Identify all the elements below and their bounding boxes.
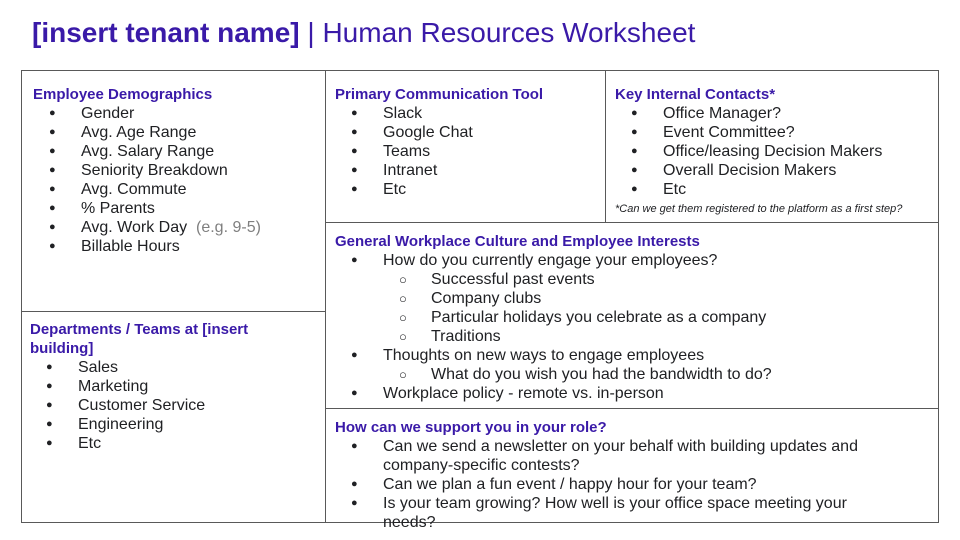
workplace-culture-heading: General Workplace Culture and Employee Interests [335,233,700,250]
title-separator: | [307,17,315,48]
list-item: ● Avg. Salary Range [33,142,325,161]
key-contacts-heading: Key Internal Contacts* [615,86,776,103]
list-item: ● Teams [335,142,605,161]
list-item: ● Slack [335,104,605,123]
departments-heading: Departments / Teams at [insert building] [30,321,249,357]
list-item: ● How do you currently engage your employees? [335,251,938,270]
sub-list-item: ○ What do you wish you had the bandwidth to do? [335,365,938,384]
list-item: ● Avg. Age Range [33,123,325,142]
list-item: ● Overall Decision Makers [615,161,938,180]
list-item [33,218,325,237]
list-item: ● Marketing [30,377,325,396]
list-item: ● Office Manager? [615,104,938,123]
list-item: ● Event Committee? [615,123,938,142]
list-item: ● Is your team growing? How well is your office space meeting your needs? [335,494,875,532]
list-item: ● Thoughts on new ways to engage employees [335,346,938,365]
list-item: ● Can we plan a fun event / happy hour for your team? [335,475,875,494]
departments-list [30,358,325,453]
list-item: ● Billable Hours [33,237,325,256]
employee-demographics-panel [21,70,326,312]
list-item: ● Seniority Breakdown [33,161,325,180]
sub-list-item: ○ Successful past events [335,270,938,289]
list-item: ● Etc [30,434,325,453]
list-item: ● Etc [335,180,605,199]
list-item: ● Engineering [30,415,325,434]
sub-list-item: ○ Particular holidays you celebrate as a company [335,308,938,327]
sub-list-item: ○ Traditions [335,327,938,346]
contacts-footnote: *Can we get them registered to the platform as a first step? [615,203,903,215]
list-item: ● Customer Service [30,396,325,415]
list-item: ● Google Chat [335,123,605,142]
list-item: ● Gender [33,104,325,123]
list-item: ● Etc [615,180,938,199]
key-contacts-panel [605,70,939,223]
page-title [32,17,695,49]
sub-list-item: ○ Company clubs [335,289,938,308]
list-item: ● Can we send a newsletter on your behalf with building updates and company-specific contests? [335,437,875,475]
tenant-name-placeholder: [insert tenant name] [32,17,300,48]
culture-list [335,251,938,403]
list-item: ● Workplace policy - remote vs. in-person [335,384,938,403]
title-text: Human Resources Worksheet [322,17,696,48]
communication-tool-panel [325,70,606,223]
work-day-hint: (e.g. 9-5) [196,219,261,236]
workplace-culture-panel [325,222,939,409]
communication-tool-heading: Primary Communication Tool [335,86,544,103]
support-panel [325,408,939,531]
communication-list [335,104,605,199]
list-item: ● Avg. Commute [33,180,325,199]
contacts-list [615,104,938,199]
demographics-list [33,104,325,256]
list-item: ● % Parents [33,199,325,218]
support-heading: How can we support you in your role? [335,419,607,436]
list-item: ● Intranet [335,161,605,180]
departments-panel [21,311,326,523]
employee-demographics-heading: Employee Demographics [33,86,213,103]
work-day-label: Avg. Work Day [81,219,188,236]
list-item: ● Sales [30,358,325,377]
list-item: ● Office/leasing Decision Makers [615,142,938,161]
support-list [335,437,875,532]
